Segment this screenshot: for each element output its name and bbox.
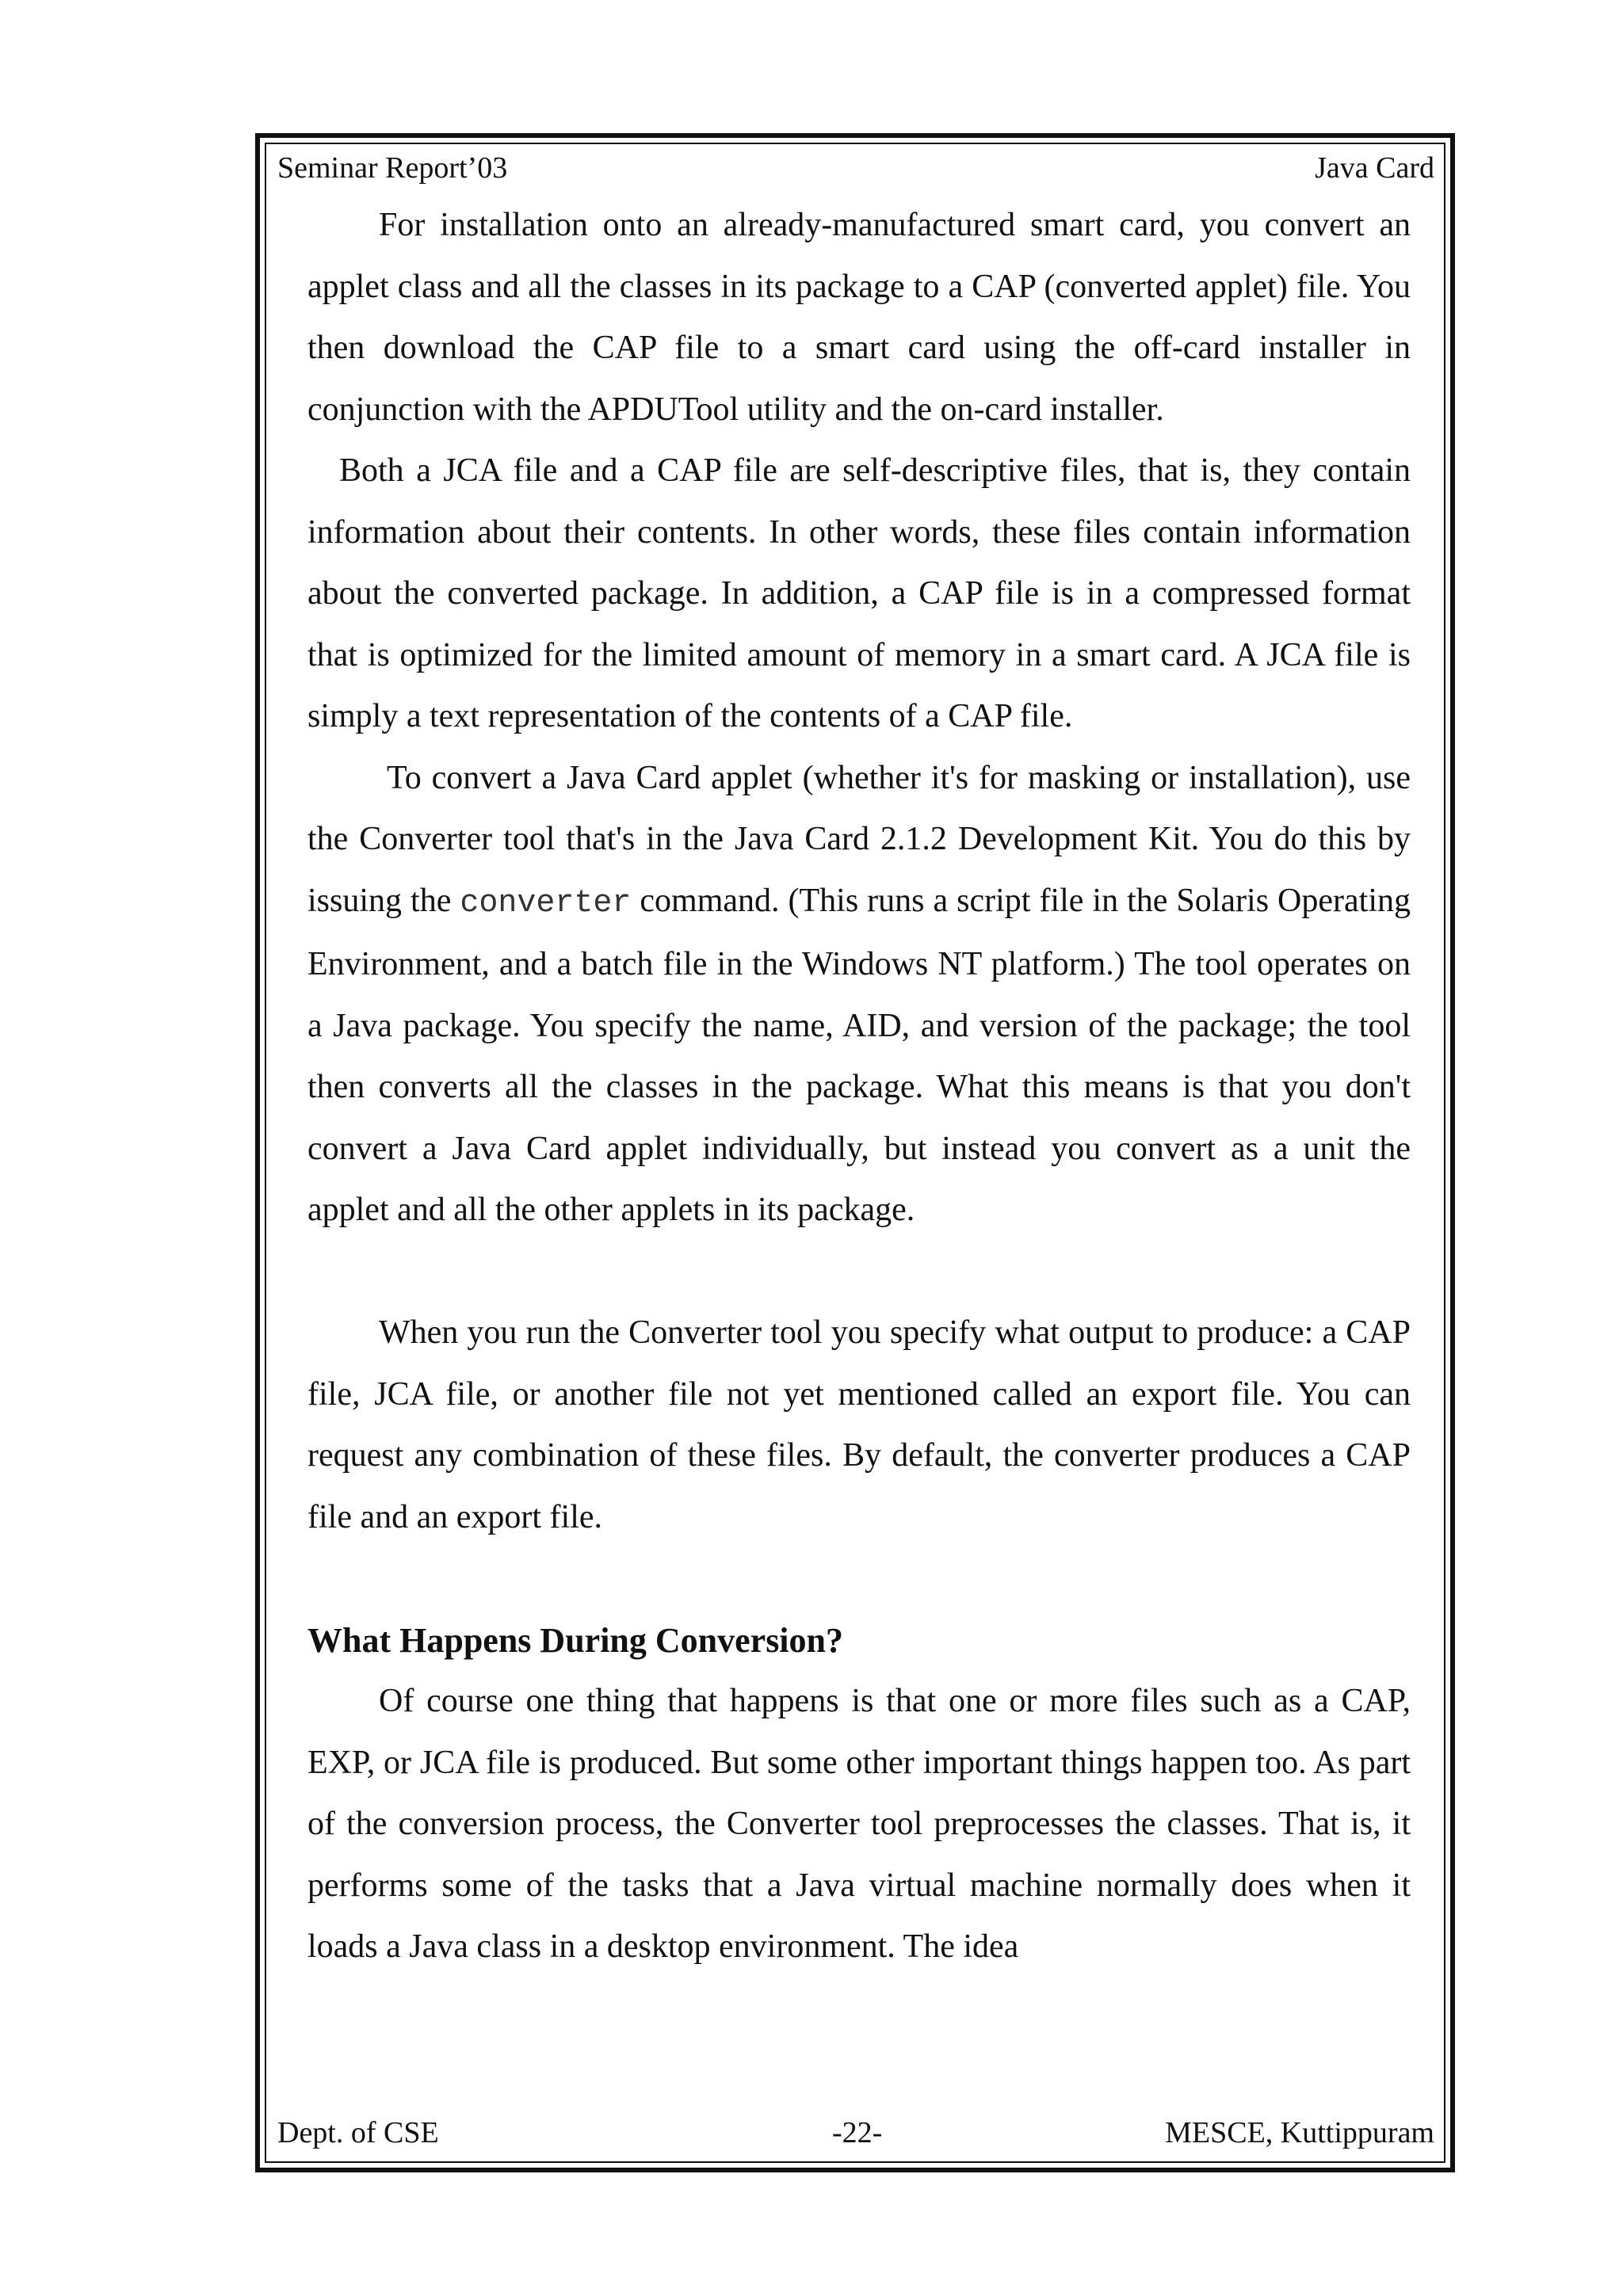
converter-text-after: command. (This runs a script file in the Solaris Operating Environment, and a batch file in the Windows NT platform.) The tool operates on a Java package. You specify the name, AID, and version of the package; the tool then converts all the classes in the package. What this means is that you don't convert a Java Card applet individually, but instead you convert as a unit the applet and all the other applets in its package. <box>307 882 1411 1228</box>
paragraph-spacer <box>307 1548 1411 1610</box>
converter-text-before: To convert a Java Card applet (whether it's for masking or installation), use the Converter tool that's in the Java Card 2.1.2 Development Kit. You do this by issuing the <box>307 759 1411 919</box>
footer-institution: MESCE, Kuttippuram <box>1165 2116 1434 2149</box>
page-body <box>307 195 1411 1978</box>
page-header <box>277 146 1434 190</box>
footer-page-number: -22- <box>832 2116 883 2149</box>
paragraph-conversion: Of course one thing that happens is that one or more files such as a CAP, EXP, or JCA file is produced. But some other important things happen too. As part of the conversion process, the Converter tool preprocesses the classes. That is, it performs some of the tasks that a Java virtual machine normally does when it loads a Java class in a desktop environment. The idea <box>307 1683 1411 1965</box>
paragraph-spacer <box>307 1241 1411 1303</box>
paragraph-self-descriptive: Both a JCA file and a CAP file are self-descriptive files, that is, they contain information about their contents. In other words, these files contain information about the converted package. In addition, a CAP file is in a compressed format that is optimized for the limited amount of memory in a smart card. A JCA file is simply a text representation of the contents of a CAP file. <box>307 452 1411 734</box>
paragraph-output-files: When you run the Converter tool you specify what output to produce: a CAP file, JCA file, or another file not yet mentioned called an export file. You can request any combination of these files. By default, the converter produces a CAP file and an export file. <box>307 1314 1411 1535</box>
section-heading: What Happens During Conversion? <box>307 1620 844 1660</box>
header-topic: Java Card <box>1315 151 1434 185</box>
paragraph-installation: For installation onto an already-manufactured smart card, you convert an applet class and all the classes in its package to a CAP (converted applet) file. You then download the CAP file to a smart card using the off-card installer in conjunction with the APDUTool utility and the on-card installer. <box>307 207 1411 428</box>
header-report-title: Seminar Report’03 <box>277 151 508 185</box>
footer-department: Dept. of CSE <box>277 2116 439 2149</box>
converter-command-code: converter <box>460 885 632 921</box>
page-footer <box>277 2111 1434 2155</box>
paragraph-converter-tool <box>307 748 1411 1241</box>
